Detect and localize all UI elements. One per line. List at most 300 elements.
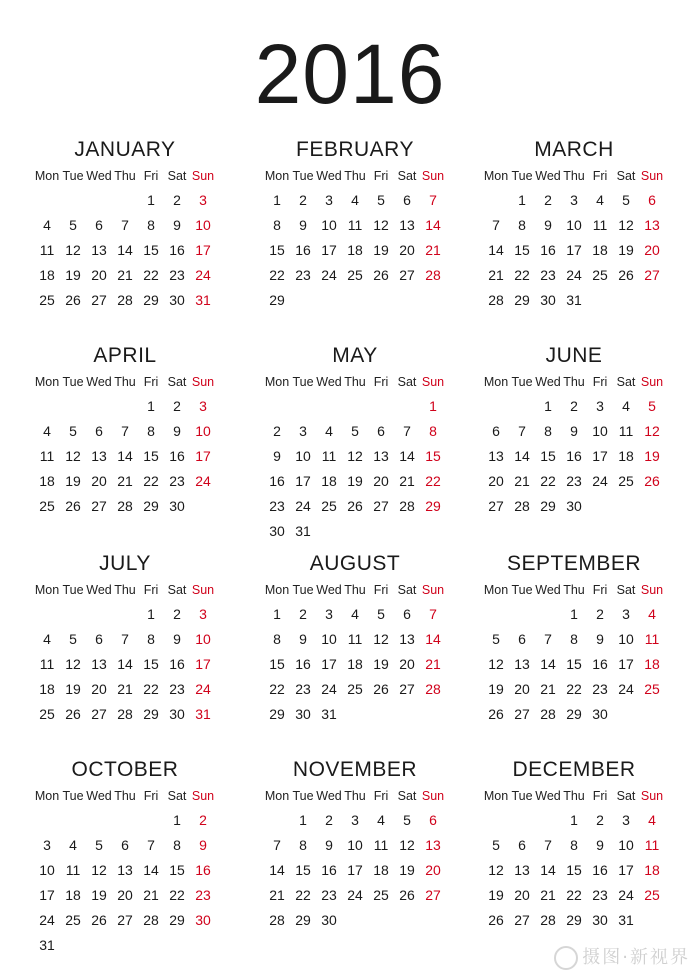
weekday-sat: Sat	[167, 789, 187, 803]
weekday-mon: Mon	[34, 583, 60, 597]
day-cell: 13	[644, 217, 660, 233]
day-cell: 31	[618, 912, 634, 928]
weekday-fri: Fri	[592, 789, 608, 803]
day-cell: 11	[39, 448, 55, 464]
day-cell: 15	[143, 242, 159, 258]
day-cell: 7	[121, 423, 129, 439]
empty-cell	[316, 394, 342, 419]
weekday-wed: Wed	[316, 375, 342, 389]
weekday-sun: Sun	[191, 583, 215, 597]
month-february	[264, 138, 464, 313]
day-cell: 4	[622, 398, 630, 414]
day-cell: 24	[618, 681, 634, 697]
day-cell: 2	[273, 423, 281, 439]
empty-cell	[86, 188, 112, 213]
empty-cell	[34, 808, 60, 833]
month-grid	[264, 374, 464, 544]
month-name: JANUARY	[74, 138, 176, 161]
day-cell: 18	[39, 473, 55, 489]
month-name: MARCH	[534, 138, 614, 161]
day-cell: 1	[570, 606, 578, 622]
day-cell: 25	[321, 498, 337, 514]
day-cell: 15	[540, 448, 556, 464]
day-cell: 13	[399, 217, 415, 233]
day-cell: 29	[425, 498, 441, 514]
day-cell: 31	[39, 937, 55, 953]
day-cell: 10	[592, 423, 608, 439]
day-cell: 17	[618, 656, 634, 672]
day-cell: 27	[399, 267, 415, 283]
day-cell: 14	[269, 862, 285, 878]
month-november	[264, 758, 464, 933]
day-cell: 5	[377, 606, 385, 622]
day-cell: 24	[321, 267, 337, 283]
day-cell: 31	[195, 706, 211, 722]
empty-cell	[509, 602, 535, 627]
day-cell: 28	[143, 912, 159, 928]
day-cell: 7	[544, 837, 552, 853]
day-cell: 11	[65, 862, 81, 878]
day-cell: 23	[169, 267, 185, 283]
day-cell: 20	[425, 862, 441, 878]
day-cell: 21	[425, 242, 441, 258]
day-cell: 23	[295, 681, 311, 697]
day-cell: 25	[618, 473, 634, 489]
day-cell: 1	[544, 398, 552, 414]
day-cell: 23	[195, 887, 211, 903]
empty-cell	[60, 602, 86, 627]
day-cell: 3	[43, 837, 51, 853]
day-cell: 27	[514, 706, 530, 722]
day-cell: 1	[147, 192, 155, 208]
day-cell: 9	[596, 837, 604, 853]
weekday-thu: Thu	[563, 375, 585, 389]
day-cell: 29	[269, 292, 285, 308]
day-cell: 29	[143, 498, 159, 514]
weekday-tue: Tue	[292, 169, 314, 183]
day-cell: 4	[648, 812, 656, 828]
day-cell: 21	[269, 887, 285, 903]
weekday-sun: Sun	[191, 169, 215, 183]
day-cell: 22	[566, 681, 582, 697]
month-grid	[34, 168, 234, 313]
month-grid	[34, 374, 234, 519]
day-cell: 2	[570, 398, 578, 414]
day-cell: 17	[618, 862, 634, 878]
day-cell: 4	[43, 217, 51, 233]
day-cell: 19	[91, 887, 107, 903]
day-cell: 31	[321, 706, 337, 722]
month-september	[483, 552, 683, 727]
day-cell: 26	[488, 912, 504, 928]
month-grid	[483, 374, 683, 519]
month-grid	[483, 168, 683, 313]
month-name: AUGUST	[309, 552, 401, 575]
weekday-sat: Sat	[616, 375, 636, 389]
day-cell: 27	[91, 292, 107, 308]
day-cell: 16	[295, 656, 311, 672]
day-cell: 23	[592, 681, 608, 697]
day-cell: 1	[273, 606, 281, 622]
day-cell: 19	[373, 656, 389, 672]
day-cell: 29	[143, 706, 159, 722]
day-cell: 12	[65, 656, 81, 672]
day-cell: 8	[173, 837, 181, 853]
day-cell: 1	[273, 192, 281, 208]
day-cell: 2	[596, 606, 604, 622]
empty-cell	[483, 188, 509, 213]
day-cell: 8	[299, 837, 307, 853]
day-cell: 1	[173, 812, 181, 828]
day-cell: 24	[195, 681, 211, 697]
weekday-sun: Sun	[421, 789, 445, 803]
day-cell: 28	[540, 912, 556, 928]
day-cell: 1	[518, 192, 526, 208]
day-cell: 16	[321, 862, 337, 878]
day-cell: 12	[65, 448, 81, 464]
day-cell: 7	[429, 606, 437, 622]
day-cell: 9	[544, 217, 552, 233]
day-cell: 3	[622, 606, 630, 622]
day-cell: 25	[39, 292, 55, 308]
day-cell: 12	[373, 217, 389, 233]
weekday-mon: Mon	[34, 375, 60, 389]
day-cell: 21	[514, 473, 530, 489]
day-cell: 12	[65, 242, 81, 258]
day-cell: 30	[566, 498, 582, 514]
day-cell: 21	[540, 887, 556, 903]
empty-cell	[509, 394, 535, 419]
day-cell: 6	[95, 423, 103, 439]
month-name: NOVEMBER	[292, 758, 418, 781]
empty-cell	[86, 394, 112, 419]
day-cell: 1	[299, 812, 307, 828]
day-cell: 18	[347, 242, 363, 258]
weekday-sat: Sat	[616, 169, 636, 183]
day-cell: 11	[39, 242, 55, 258]
day-cell: 14	[488, 242, 504, 258]
day-cell: 18	[644, 862, 660, 878]
day-cell: 18	[39, 267, 55, 283]
month-name: JUNE	[545, 344, 603, 367]
day-cell: 29	[514, 292, 530, 308]
day-cell: 8	[147, 423, 155, 439]
day-cell: 7	[492, 217, 500, 233]
day-cell: 11	[644, 837, 660, 853]
day-cell: 15	[269, 656, 285, 672]
weekday-sun: Sun	[640, 583, 664, 597]
day-cell: 12	[618, 217, 634, 233]
weekday-thu: Thu	[344, 583, 366, 597]
weekday-mon: Mon	[483, 583, 509, 597]
weekday-thu: Thu	[344, 169, 366, 183]
day-cell: 30	[195, 912, 211, 928]
day-cell: 12	[91, 862, 107, 878]
empty-cell	[483, 808, 509, 833]
day-cell: 20	[644, 242, 660, 258]
day-cell: 1	[147, 606, 155, 622]
empty-cell	[264, 394, 290, 419]
day-cell: 10	[195, 217, 211, 233]
day-cell: 24	[195, 267, 211, 283]
day-cell: 1	[429, 398, 437, 414]
day-cell: 24	[195, 473, 211, 489]
day-cell: 11	[618, 423, 634, 439]
day-cell: 18	[618, 448, 634, 464]
day-cell: 24	[39, 912, 55, 928]
day-cell: 30	[592, 706, 608, 722]
day-cell: 18	[65, 887, 81, 903]
day-cell: 27	[399, 681, 415, 697]
empty-cell	[483, 602, 509, 627]
day-cell: 17	[321, 656, 337, 672]
day-cell: 26	[373, 267, 389, 283]
day-cell: 14	[117, 656, 133, 672]
weekday-thu: Thu	[563, 169, 585, 183]
day-cell: 16	[540, 242, 556, 258]
empty-cell	[509, 808, 535, 833]
day-cell: 15	[143, 656, 159, 672]
empty-cell	[264, 808, 290, 833]
day-cell: 22	[295, 887, 311, 903]
day-cell: 13	[425, 837, 441, 853]
day-cell: 16	[566, 448, 582, 464]
weekday-sun: Sun	[640, 169, 664, 183]
day-cell: 8	[273, 631, 281, 647]
day-cell: 5	[95, 837, 103, 853]
weekday-mon: Mon	[264, 375, 290, 389]
day-cell: 8	[518, 217, 526, 233]
month-may	[264, 344, 464, 544]
weekday-tue: Tue	[511, 789, 533, 803]
weekday-wed: Wed	[86, 375, 112, 389]
weekday-fri: Fri	[143, 789, 159, 803]
day-cell: 21	[117, 267, 133, 283]
weekday-wed: Wed	[535, 583, 561, 597]
day-cell: 10	[618, 837, 634, 853]
weekday-wed: Wed	[535, 375, 561, 389]
month-name: SEPTEMBER	[506, 552, 642, 575]
day-cell: 12	[373, 631, 389, 647]
empty-cell	[60, 188, 86, 213]
empty-cell	[342, 394, 368, 419]
day-cell: 27	[91, 706, 107, 722]
weekday-fri: Fri	[143, 583, 159, 597]
weekday-mon: Mon	[483, 789, 509, 803]
day-cell: 9	[325, 837, 333, 853]
day-cell: 22	[143, 681, 159, 697]
day-cell: 31	[295, 523, 311, 539]
day-cell: 28	[514, 498, 530, 514]
day-cell: 15	[169, 862, 185, 878]
day-cell: 13	[373, 448, 389, 464]
weekday-wed: Wed	[535, 789, 561, 803]
day-cell: 2	[173, 192, 181, 208]
empty-cell	[290, 394, 316, 419]
day-cell: 12	[347, 448, 363, 464]
empty-cell	[60, 394, 86, 419]
month-june	[483, 344, 683, 519]
day-cell: 10	[195, 631, 211, 647]
day-cell: 27	[425, 887, 441, 903]
weekday-mon: Mon	[483, 169, 509, 183]
day-cell: 30	[295, 706, 311, 722]
weekday-sun: Sun	[191, 789, 215, 803]
day-cell: 8	[147, 631, 155, 647]
day-cell: 10	[321, 217, 337, 233]
day-cell: 3	[199, 606, 207, 622]
day-cell: 5	[69, 217, 77, 233]
month-january	[34, 138, 234, 313]
day-cell: 28	[117, 498, 133, 514]
day-cell: 14	[117, 242, 133, 258]
day-cell: 30	[540, 292, 556, 308]
day-cell: 27	[488, 498, 504, 514]
day-cell: 9	[273, 448, 281, 464]
empty-cell	[60, 808, 86, 833]
day-cell: 21	[425, 656, 441, 672]
day-cell: 22	[514, 267, 530, 283]
day-cell: 18	[373, 862, 389, 878]
day-cell: 13	[91, 448, 107, 464]
watermark-text: 摄图·新视界	[582, 947, 690, 968]
weekday-thu: Thu	[114, 583, 136, 597]
day-cell: 3	[299, 423, 307, 439]
day-cell: 4	[596, 192, 604, 208]
day-cell: 28	[540, 706, 556, 722]
month-april	[34, 344, 234, 519]
day-cell: 8	[273, 217, 281, 233]
empty-cell	[112, 602, 138, 627]
day-cell: 31	[566, 292, 582, 308]
day-cell: 22	[540, 473, 556, 489]
weekday-tue: Tue	[511, 169, 533, 183]
month-grid	[483, 788, 683, 933]
day-cell: 22	[425, 473, 441, 489]
day-cell: 28	[488, 292, 504, 308]
weekday-wed: Wed	[86, 583, 112, 597]
weekday-wed: Wed	[316, 583, 342, 597]
day-cell: 17	[195, 656, 211, 672]
day-cell: 24	[618, 887, 634, 903]
day-cell: 29	[169, 912, 185, 928]
day-cell: 4	[43, 631, 51, 647]
weekday-fri: Fri	[592, 375, 608, 389]
day-cell: 24	[321, 681, 337, 697]
day-cell: 26	[488, 706, 504, 722]
day-cell: 23	[321, 887, 337, 903]
day-cell: 16	[169, 656, 185, 672]
day-cell: 29	[295, 912, 311, 928]
day-cell: 20	[488, 473, 504, 489]
day-cell: 25	[65, 912, 81, 928]
watermark-logo-icon	[554, 946, 578, 970]
weekday-tue: Tue	[292, 583, 314, 597]
day-cell: 2	[299, 606, 307, 622]
day-cell: 19	[65, 267, 81, 283]
weekday-sat: Sat	[397, 583, 417, 597]
day-cell: 11	[347, 631, 363, 647]
day-cell: 19	[373, 242, 389, 258]
day-cell: 11	[373, 837, 389, 853]
day-cell: 14	[540, 862, 556, 878]
day-cell: 6	[403, 192, 411, 208]
weekday-tue: Tue	[292, 375, 314, 389]
day-cell: 22	[143, 267, 159, 283]
day-cell: 17	[347, 862, 363, 878]
day-cell: 22	[269, 681, 285, 697]
day-cell: 18	[39, 681, 55, 697]
day-cell: 21	[540, 681, 556, 697]
day-cell: 21	[117, 681, 133, 697]
day-cell: 20	[91, 473, 107, 489]
day-cell: 30	[169, 292, 185, 308]
day-cell: 5	[492, 631, 500, 647]
day-cell: 2	[199, 812, 207, 828]
day-cell: 3	[596, 398, 604, 414]
day-cell: 11	[321, 448, 337, 464]
day-cell: 26	[373, 681, 389, 697]
day-cell: 6	[95, 217, 103, 233]
day-cell: 26	[347, 498, 363, 514]
day-cell: 19	[399, 862, 415, 878]
day-cell: 25	[644, 681, 660, 697]
day-cell: 28	[399, 498, 415, 514]
day-cell: 19	[65, 473, 81, 489]
day-cell: 10	[195, 423, 211, 439]
weekday-sun: Sun	[191, 375, 215, 389]
weekday-fri: Fri	[143, 375, 159, 389]
day-cell: 6	[377, 423, 385, 439]
month-grid	[264, 582, 464, 727]
day-cell: 27	[644, 267, 660, 283]
weekday-mon: Mon	[34, 789, 60, 803]
day-cell: 20	[117, 887, 133, 903]
weekday-tue: Tue	[62, 169, 84, 183]
day-cell: 2	[173, 398, 181, 414]
day-cell: 20	[373, 473, 389, 489]
day-cell: 5	[377, 192, 385, 208]
day-cell: 29	[566, 706, 582, 722]
month-march	[483, 138, 683, 313]
day-cell: 6	[429, 812, 437, 828]
day-cell: 2	[596, 812, 604, 828]
day-cell: 4	[43, 423, 51, 439]
day-cell: 6	[492, 423, 500, 439]
empty-cell	[86, 808, 112, 833]
day-cell: 16	[295, 242, 311, 258]
day-cell: 8	[429, 423, 437, 439]
day-cell: 27	[514, 912, 530, 928]
month-name: APRIL	[93, 344, 157, 367]
empty-cell	[112, 188, 138, 213]
day-cell: 9	[570, 423, 578, 439]
day-cell: 4	[351, 606, 359, 622]
month-name: MAY	[332, 344, 378, 367]
weekday-wed: Wed	[86, 169, 112, 183]
weekday-sat: Sat	[167, 169, 187, 183]
day-cell: 26	[91, 912, 107, 928]
empty-cell	[535, 808, 561, 833]
day-cell: 6	[95, 631, 103, 647]
day-cell: 4	[351, 192, 359, 208]
month-grid	[483, 582, 683, 727]
day-cell: 6	[121, 837, 129, 853]
day-cell: 11	[39, 656, 55, 672]
day-cell: 9	[199, 837, 207, 853]
day-cell: 26	[399, 887, 415, 903]
day-cell: 24	[347, 887, 363, 903]
